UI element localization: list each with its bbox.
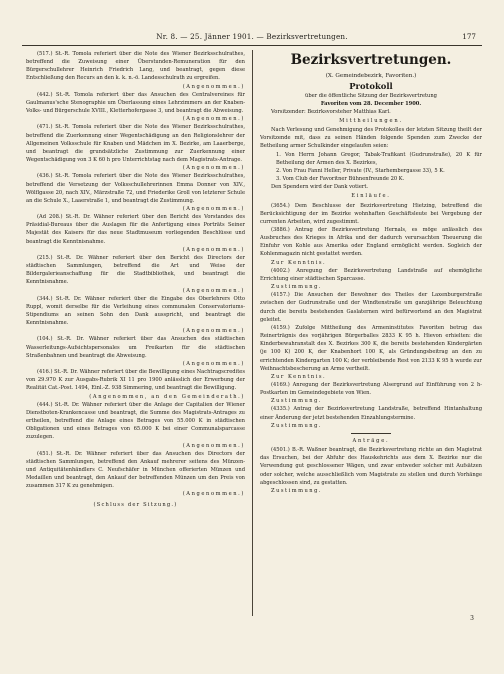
heading-einlaeufe: Einläufe. xyxy=(351,193,391,200)
zustimmung-label: Zustimmung. xyxy=(271,487,323,494)
paragraph-451: (451.) St.-R. Dr. Wähner referiert über das Ansuchen des Directors der städtischen Sammlungen, betreffend den Ankauf mehrerer seitens des Münzen- und Antiquitätenhändlers C. Neufschäfer in München offerierten Münzen und Medaillen und beantragt, den Ankauf der betreffenden Münzen um den Preis von zusammen 317 K zu genehmigen. xyxy=(26,450,245,490)
session-line-2: Favoriten vom 28. December 1900. xyxy=(320,100,422,107)
paragraph-442: (442.) St.-R. Tomola referiert über das Ansuchen des Centralvereines für Gaulmanus'sche Stenographie um Überlassung eines Lehrzimmers an der Knaben-Volks- und Bürgerschule XVIII., Kletterhofergasse 3, und beantragt die Abweisung. xyxy=(26,91,245,115)
running-title: Nr. 8. — 25. Jänner 1901. — Bezirksvertretungen. xyxy=(156,32,348,41)
item-4159: (4159.) Zufolge Mittheilung des Armeninstitutes Favoriten betrug das Reinerträgnis des vorjährigen Bürgerballes 2833 K 95 h. Hievon erhielten: die Kinderbewahranstalt des X. Bezirkes 300 K, die bereits bestehenden Kindergärten (je 100 K) 200 K, der Knabenhort 100 K, als Gründungsbeitrag an den zu errichtenden Kindergarten 100 K; der verbleibende Rest von 2133 K 95 h wurde zur Weihnachtsbescherung an Arme vertheilt. xyxy=(260,324,482,372)
item-4335: (4335.) Antrag der Bezirksvertretung Landstraße, betreffend Hintanhaltung einer Änderung der jetzt bestehenden Einzahlungstermine. xyxy=(260,406,482,421)
running-header xyxy=(22,30,482,44)
left-column xyxy=(26,50,245,630)
protokoll-heading: Protokoll xyxy=(349,81,393,91)
paragraph-215: (215.) St.-R. Dr. Wähner referiert über den Bericht des Directors der städtischen Sammlungen, betreffend die Art und Weise der Bildergalerieanschaffung für die Stadtbibliothek, und beantragt die Kenntnisnahme. xyxy=(26,254,245,286)
item-4157: (4157.) Die Ansuchen der Bewohner des Theiles der Laxenburgerstraße zwischen der Gudrunstraße und der Windtenstraße um ganzjährige Beleuchtung durch die bereits bestehenden Gaslaternen wird befürwortend an den Magistrat geleitet. xyxy=(260,292,482,323)
donation-item: 3. Vom Club der Favoritner Bühnenfreunde 20 K. xyxy=(276,176,405,183)
paragraph-208: (Ad 208.) St.-R. Dr. Wähner referiert über den Bericht des Vorstandes des Präsidial-Bureaus über die Auslagen für die Anfertigung eines Porträts Seiner Majestät des Kaisers für das neue Stadtmuseum vorliegenden Beschlüsse und beantragt die Kenntnisnahme. xyxy=(26,214,245,245)
paragraph-517: (517.) St.-R. Tomola referiert über die Note des Wiener Bezirksschulrathes, betreffend die Zuweisung einer Überstunden-Remuneration für den Bürgerschullehrer Heinrich Friedrich Lang, und beantragt, gegen diese Entschließung den Recurs an den k. k. n.-ö. Landesschulrath zu ergreifen. xyxy=(26,51,245,82)
zustimmung-label: Zustimmung. xyxy=(271,398,323,405)
end-of-session: (Schluss der Sitzung.) xyxy=(93,501,178,508)
angenommen-label: (Angenommen.) xyxy=(182,360,245,367)
item-3654: (3654.) Dem Beschlusse der Bezirksvertretung Hietzing, betreffend die Berücksichtigung der im Bezirke wohnhaften Geschäftsleute bei Vergebung der currenten Arbeiten, wird zugestimmt. xyxy=(260,202,482,225)
paragraph-471: (471.) St.-R. Tomola referiert über die Note des Wiener Bezirksschulrathes, betreffend die Zuerkennung einer Wegentschädigung an den Religionslehrer der Allgemeinen Volksschule für Knaben und Mädchen im X. Bezirke, am Laaerberge, und beantragt die grundsätzliche Zustimmung zur Zuerkennung einer Wegentschädigung von 3 K 60 h pro Unterrichtstag nach dem Magistrats-Antrage. xyxy=(26,124,245,164)
donation-item: 1. Von Herrn Johann Gregor, Tabak-Trafikant (Gudrunstraße), 20 K für Betheilung der Armen des X. Bezirkes, xyxy=(276,151,482,166)
angenommen-label: (Angenommen.) xyxy=(182,491,245,498)
zustimmung-label: Zustimmung. xyxy=(271,422,323,429)
item-4169: (4169.) Anregung der Bezirksvertretung Alsergrund auf Einführung von 2 h-Postkarten im Gemeindegebiete von Wien. xyxy=(260,381,482,397)
angenommen-label: (Angenommen.) xyxy=(182,246,245,253)
right-column xyxy=(260,50,482,630)
paragraph-344: (344.) St.-R. Dr. Wähner referiert über die Eingabe des Oberlehrers Otto Ruppl, womit derselbe für die Verleihung eines communalen Conservatoriums-Stipendiums an seinen Sohn den Dank ausspricht, und beantragt die Kenntnisnahme. xyxy=(26,295,245,327)
item-4002: (4002.) Anregung der Bezirksvertretung Landstraße auf ehemögliche Errichtung einer städtischen Sparcasse. xyxy=(260,267,482,282)
district-subtitle: (X. Gemeindebezirk, Favoriten.) xyxy=(325,73,417,79)
angenommen-label: (Angenommen.) xyxy=(182,287,245,294)
item-3886: (3886.) Antrag der Bezirksvertretung Hernals, es möge anlässlich des Ausbruches des Krieges in Afrika und der dadurch verursachten Theuerung die Einfuhr von Kohle aus Amerika oder England ermöglicht werden. Sogleich der Kohlenmagazin nicht gestattet werden. xyxy=(260,227,482,258)
section-title: Bezirksvertretungen. xyxy=(290,52,452,68)
angenommen-label: (Angenommen.) xyxy=(182,116,245,123)
donors-thanks: Den Spendern wird der Dank votiert. xyxy=(271,184,369,191)
session-line-1: über die öffentliche Sitzung der Bezirksvertretung xyxy=(305,92,437,99)
paragraph-436: (436.) St.-R. Tomola referiert über die Note des Wiener Bezirksschulrathes, betreffend die Versetzung der Volksschullehrerinnen Emma Donner von XIV., Wölflgasse 20, nach XIV., Märzstraße 72, und Friederike Groll von letzterer Schule an die Schule X., Laaerstraße 1, und beantragt die Zustimmung. xyxy=(26,173,245,204)
zur-kenntnis-label: Zur Kenntnis. xyxy=(271,259,327,266)
angenommen-label: (Angenommen.) xyxy=(182,442,245,449)
zur-kenntnis-label: Zur Kenntnis. xyxy=(271,373,327,380)
angenommen-label: (Angenommen.) xyxy=(182,328,245,335)
page-number: 177 xyxy=(462,32,476,41)
heading-antraege: Anträge. xyxy=(352,437,390,444)
angenommen-label: (Angenommen.) xyxy=(182,205,245,212)
column-divider xyxy=(252,50,253,616)
zustimmung-label: Zustimmung. xyxy=(271,284,323,291)
paragraph-444: (444.) St.-R. Dr. Wähner referiert über die Anlage der Capitalien der Wiener Dienstboten-Krankencasse und beantragt, die Summe des Magistrats-Antrages zu ertheilen, betreffend die Anlage eines Betrages von 55.000 K in städtischen Obligationen und eines Betrages von 65.000 K bei einer Communalsparcasse zuzulegen. xyxy=(26,401,245,441)
motion-4501: (4501.) B.-R. Waßner beantragt, die Bezirksvertretung richte an den Magistrat das Ersuchen, bei der Abfuhr des Hauskehrichts aus dem X. Bezirke nur die Verwendung gut geschlossener Wägen, und zwar entweder solcher mit Aufsätzen oder solcher, welche ausschließlich vom Magistrate zu stellen und durch Vorhänge abgeschlossen sind, zu gestatten. xyxy=(260,447,482,486)
header-rule xyxy=(22,45,482,46)
intro-paragraph: Nach Verlesung und Genehmigung des Protokolles der letzten Sitzung theilt der Vorsitzende mit, dass zu seinen Händen folgende Spenden zum Zwecke der Betheilung armer Schulkinder eingelaufen seien: xyxy=(260,127,482,150)
section-divider xyxy=(351,433,391,434)
angenommen-gemeinderath-label: (Angenommen, an den Gemeinderath.) xyxy=(89,393,245,400)
heading-mittheilungen: Mittheilungen. xyxy=(339,117,403,124)
angenommen-label: (Angenommen.) xyxy=(182,83,245,90)
paragraph-416: (416.) St.-R. Dr. Wähner referiert über die Bewilligung eines Nachtragscredites von 29.970 K zur Ausgabs-Rubrik XI 11 pro 1900 anlässlich der Erwerbung der Realität Cat.-Post. 1494, Einl.-Z. 938 Simmering, und beantragt die Bewilligung. xyxy=(26,369,245,392)
signature-mark: 3 xyxy=(470,615,474,622)
angenommen-label: (Angenommen.) xyxy=(182,165,245,172)
paragraph-104: (104.) St.-R. Dr. Wähner referiert über das Ansuchen des städtischen Wasserleitungs-Aufsichtspersonales um Freikarten für die städtischen Straßenbahnen und beantragt die Abweisung. xyxy=(26,336,245,359)
donation-item: 2. Von Frau Fanni Heller, Private (IV., Starhembergasse 33), 5 K. xyxy=(276,167,445,174)
chair-line: Vorsitzender: Bezirksvorsteher Matthias Karl. xyxy=(271,108,391,115)
